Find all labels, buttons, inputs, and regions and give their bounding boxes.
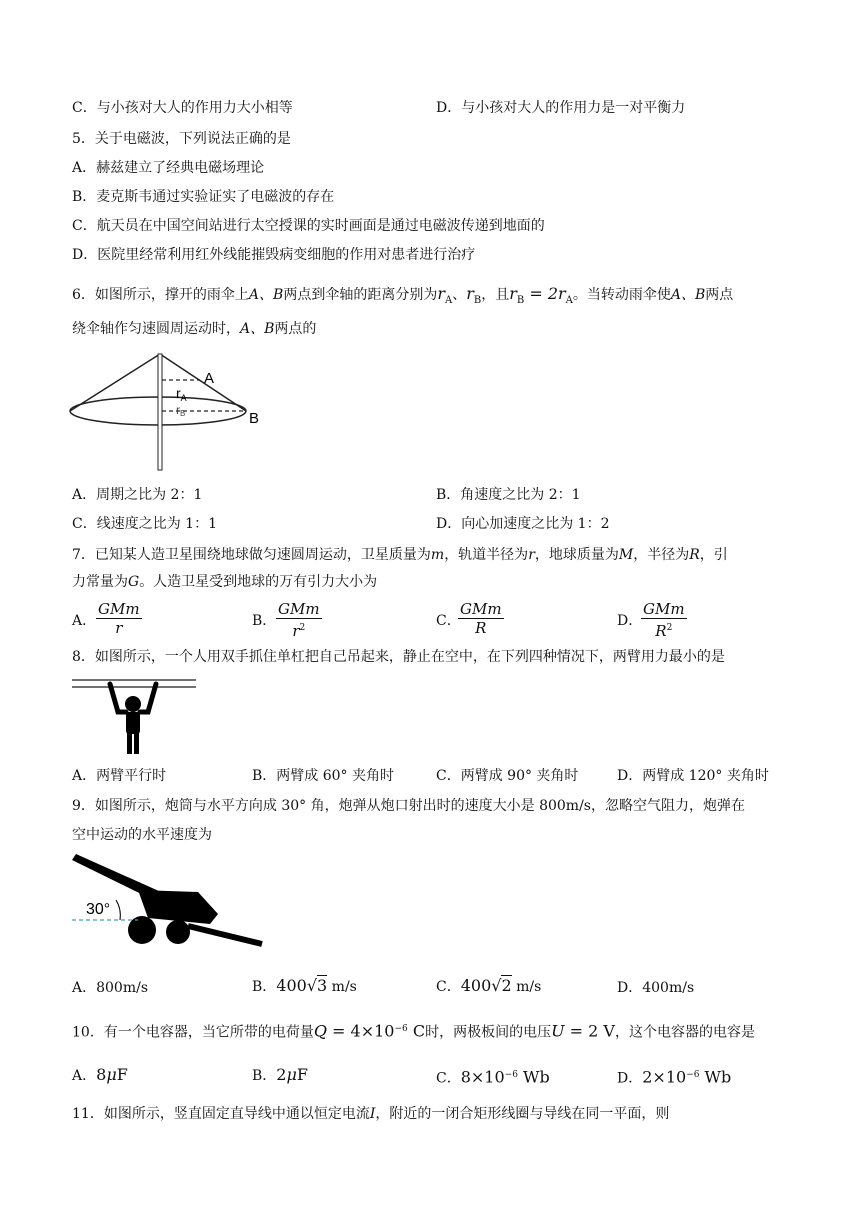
umbrella-shaft (158, 354, 162, 470)
q5-option-c: C．航天员在中国空间站进行太空授课的实时画面是通过电磁波传递到地面的 (72, 218, 545, 234)
q11-stem: 11．如图所示，竖直固定直导线中通以恒定电流I，附近的一闭合矩形线圈与导线在同一平面，则 (72, 1106, 670, 1122)
q6-stem-line1: 6．如图所示，撑开的雨伞上A、B两点到伞轴的距离分别为$r_A$、$r_B$，且$r_B = 2r_A$。当转动雨伞使A、B两点 (72, 284, 734, 306)
q8-option-b: B．两臂成 60° 夹角时 (252, 768, 395, 784)
q10-option-b: B．2μF (252, 1065, 308, 1084)
q9-option-c: C．400√2 m/s (436, 976, 542, 995)
fig-label-b: B (249, 410, 260, 427)
q9-option-b: B．400√3 m/s (252, 976, 357, 995)
q8-option-a: A．两臂平行时 (72, 768, 167, 784)
left-arm (110, 684, 126, 712)
angle-label: 30° (86, 901, 111, 918)
right-arm (140, 684, 156, 712)
q5-option-d: D．医院里经常利用红外线能摧毁病变细胞的作用对患者进行治疗 (72, 247, 476, 263)
q5-option-a: A．赫兹建立了经典电磁场理论 (72, 160, 265, 176)
q6-stem-line2: 绕伞轴作匀速圆周运动时，A、B两点的 (72, 321, 317, 337)
q7-option-c-fraction: GMm R (460, 600, 502, 637)
q6-option-c: C．线速度之比为 1：1 (72, 516, 217, 532)
q5-option-b: B．麦克斯韦通过实验证实了电磁波的存在 (72, 189, 335, 205)
q7-option-b-label: B． (252, 613, 277, 629)
q7-option-b-fraction: GMm $r^2$ (278, 600, 320, 640)
q8-option-c: C．两臂成 90° 夹角时 (436, 768, 579, 784)
q7-stem-line2: 力常量为G。人造卫星受到地球的万有引力大小为 (72, 574, 378, 590)
q9-stem-line2: 空中运动的水平速度为 (72, 827, 212, 843)
cannon-figure (68, 852, 268, 952)
q10-option-c: C．$8\times 10^{-6}$ Wb (436, 1067, 550, 1087)
q8-option-d: D．两臂成 120° 夹角时 (617, 768, 769, 784)
q4-option-c: C．与小孩对大人的作用力大小相等 (72, 100, 293, 116)
umbrella-right-edge (160, 354, 246, 411)
q5-stem: 5．关于电磁波，下列说法正确的是 (72, 131, 291, 147)
q4-option-d: D．与小孩对大人的作用力是一对平衡力 (436, 100, 686, 116)
q7-option-c-label: C． (436, 613, 461, 629)
fig-label-a: A (204, 370, 215, 387)
q7-option-d-label: D． (617, 613, 643, 629)
right-leg (134, 732, 139, 754)
q6-option-d: D．向心加速度之比为 1：2 (436, 516, 610, 532)
q9-option-d: D．400m/s (617, 980, 695, 996)
q10-stem: 10．有一个电容器，当它所带的电荷量$Q = 4\times 10^{-6}$ C时，两极板间的电压U = 2 V，这个电容器的电容是 (72, 1021, 755, 1041)
q7-stem-line1: 7．已知某人造卫星围绕地球做匀速圆周运动，卫星质量为m，轨道半径为r，地球质量为M，半径为R，引 (72, 547, 728, 563)
q6-option-a: A．周期之比为 2：1 (72, 487, 203, 503)
fig-label-ra: $r_A$ (176, 385, 187, 403)
q7-option-d-fraction: GMm $R^2$ (643, 600, 685, 640)
cannon-trail (188, 926, 262, 944)
angle-arc (116, 900, 120, 920)
q8-stem: 8．如图所示，一个人用双手抓住单杠把自己吊起来，静止在空中，在下列四种情况下，两臂用力最小的是 (72, 649, 725, 665)
q7-option-a-fraction: GMm r (98, 600, 140, 637)
hanging-person-figure (70, 676, 200, 756)
cannon-wheel-right (166, 920, 190, 944)
umbrella-figure (66, 352, 276, 474)
head (125, 696, 141, 712)
q6-option-b: B．角速度之比为 2：1 (436, 487, 581, 503)
left-leg (127, 732, 132, 754)
q10-option-d: D．$2\times 10^{-6}$ Wb (617, 1067, 732, 1087)
q7-option-a-label: A． (72, 613, 97, 629)
cannon-wheel-left (128, 916, 156, 944)
q9-stem-line1: 9．如图所示，炮筒与水平方向成 30° 角，炮弹从炮口射出时的速度大小是 800m/s，忽略空气阻力，炮弹在 (72, 798, 745, 814)
q9-option-a: A．800m/s (72, 980, 149, 996)
fig-label-rb: rB (176, 403, 186, 418)
q10-option-a: A．8μF (72, 1065, 128, 1084)
torso (126, 712, 140, 734)
umbrella-left-edge (70, 354, 160, 411)
